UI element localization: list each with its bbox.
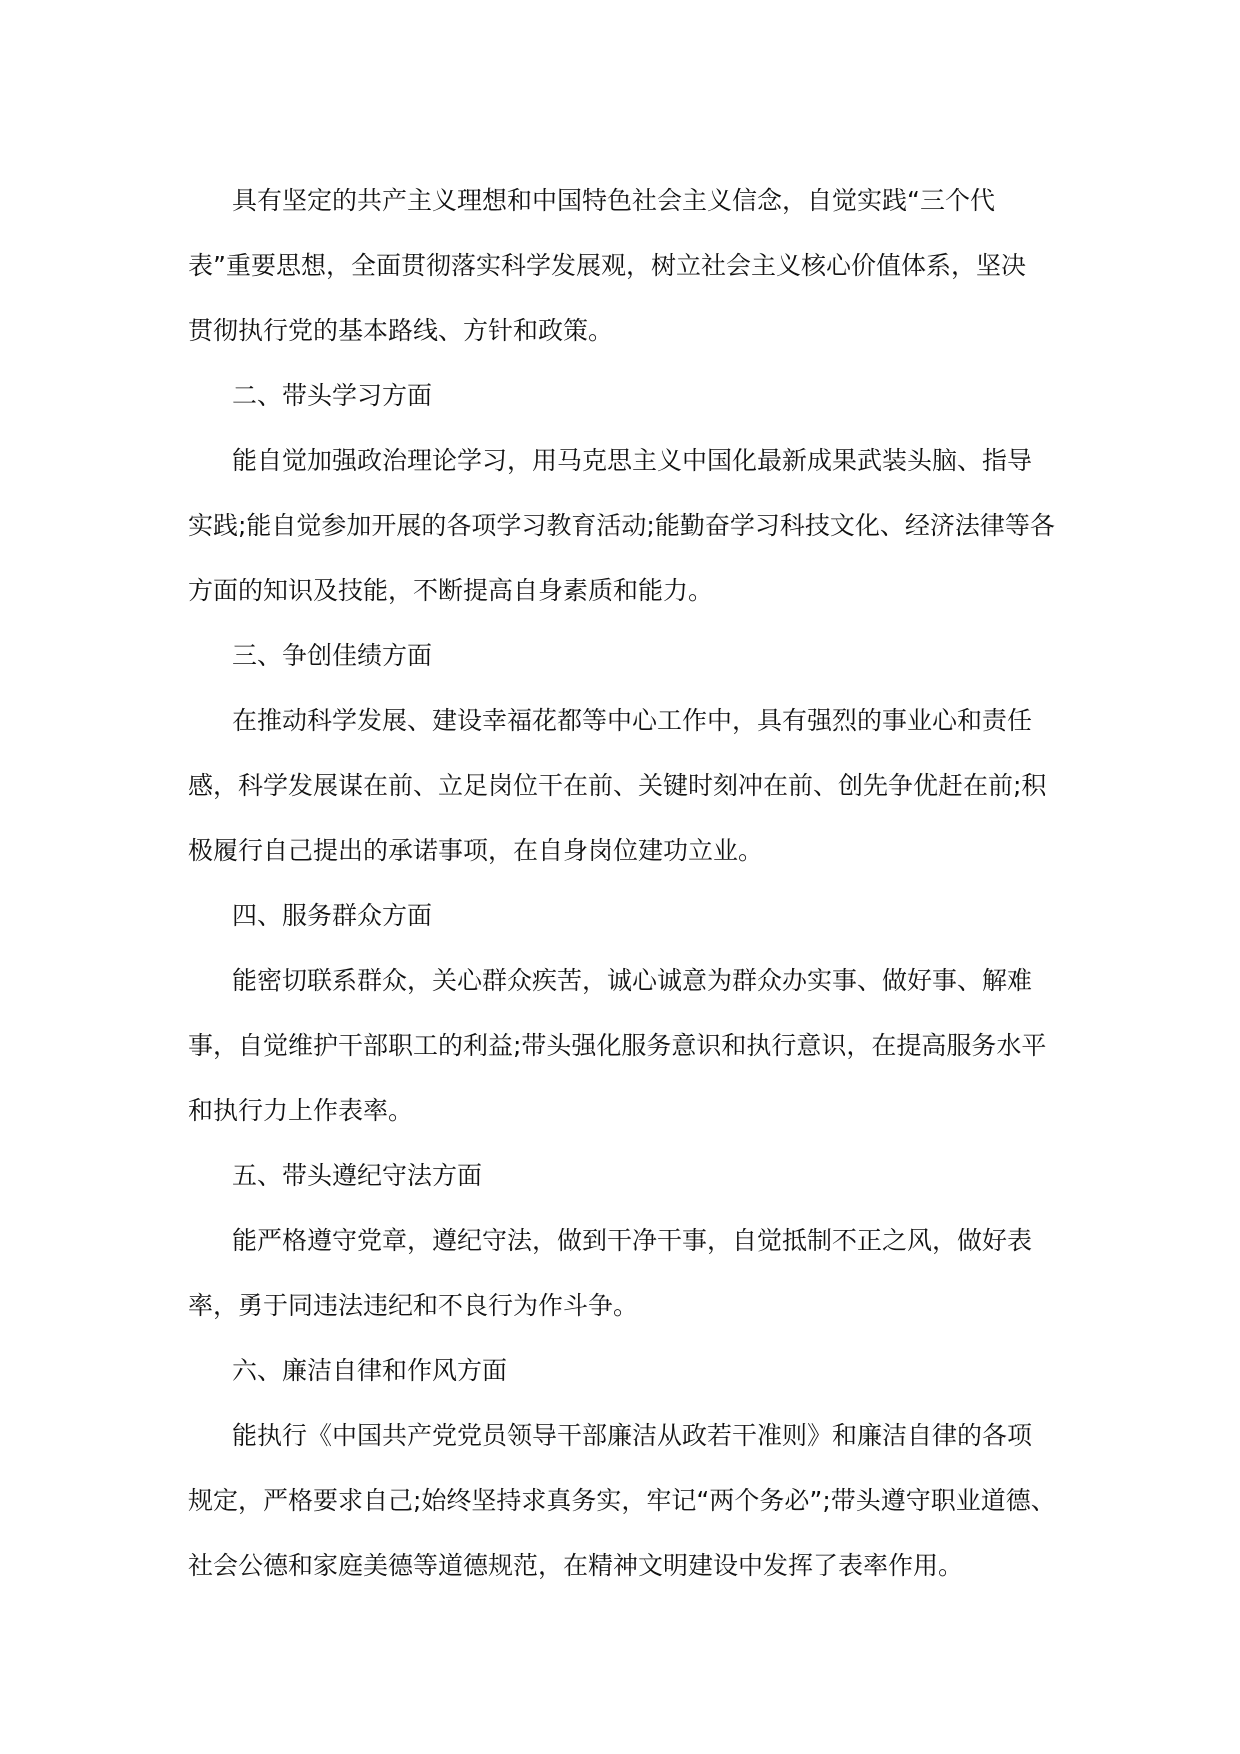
document-page bbox=[188, 168, 1068, 1598]
section-heading-law bbox=[188, 1143, 1068, 1208]
text-line: 表”重要思想，全面贯彻落实科学发展观，树立社会主义核心价值体系，坚决 bbox=[188, 251, 1026, 280]
paragraph-study bbox=[188, 428, 1068, 623]
text-line: 实践;能自觉参加开展的各项学习教育活动;能勤奋学习科技文化、经济法律等各 bbox=[188, 511, 1055, 540]
paragraph-service bbox=[188, 948, 1068, 1143]
heading-text: 四、服务群众方面 bbox=[232, 901, 433, 930]
text-line: 和执行力上作表率。 bbox=[188, 1096, 414, 1125]
text-line: 社会公德和家庭美德等道德规范，在精神文明建设中发挥了表率作用。 bbox=[188, 1551, 964, 1580]
heading-text: 五、带头遵纪守法方面 bbox=[232, 1161, 483, 1190]
paragraph-integrity bbox=[188, 1403, 1068, 1598]
text-line: 规定，严格要求自己;始终坚持求真务实，牢记“两个务必”;带头遵守职业道德、 bbox=[188, 1486, 1056, 1515]
paragraph-law bbox=[188, 1208, 1068, 1338]
text-line: 感，科学发展谋在前、立足岗位干在前、关键时刻冲在前、创先争优赶在前;积 bbox=[188, 771, 1047, 800]
section-heading-integrity bbox=[188, 1338, 1068, 1403]
text-line: 率，勇于同违法违纪和不良行为作斗争。 bbox=[188, 1291, 639, 1320]
section-heading-study bbox=[188, 363, 1068, 428]
text-line: 贯彻执行党的基本路线、方针和政策。 bbox=[188, 316, 614, 345]
text-line: 能执行《中国共产党党员领导干部廉洁从政若干准则》和廉洁自律的各项 bbox=[232, 1421, 1033, 1450]
heading-text: 六、廉洁自律和作风方面 bbox=[232, 1356, 508, 1385]
text-line: 能自觉加强政治理论学习，用马克思主义中国化最新成果武装头脑、指导 bbox=[232, 446, 1033, 475]
paragraph-performance bbox=[188, 688, 1068, 883]
text-line: 事，自觉维护干部职工的利益;带头强化服务意识和执行意识，在提高服务水平 bbox=[188, 1031, 1047, 1060]
heading-text: 二、带头学习方面 bbox=[232, 381, 433, 410]
paragraph-ideals bbox=[188, 168, 1068, 363]
text-line: 能密切联系群众，关心群众疾苦，诚心诚意为群众办实事、做好事、解难 bbox=[232, 966, 1033, 995]
text-line: 方面的知识及技能，不断提高自身素质和能力。 bbox=[188, 576, 714, 605]
text-line: 极履行自己提出的承诺事项，在自身岗位建功立业。 bbox=[188, 836, 764, 865]
text-line: 具有坚定的共产主义理想和中国特色社会主义信念，自觉实践“三个代 bbox=[232, 186, 995, 215]
heading-text: 三、争创佳绩方面 bbox=[232, 641, 433, 670]
text-line: 在推动科学发展、建设幸福花都等中心工作中，具有强烈的事业心和责任 bbox=[232, 706, 1033, 735]
text-line: 能严格遵守党章，遵纪守法，做到干净干事，自觉抵制不正之风，做好表 bbox=[232, 1226, 1033, 1255]
section-heading-performance bbox=[188, 623, 1068, 688]
section-heading-service bbox=[188, 883, 1068, 948]
